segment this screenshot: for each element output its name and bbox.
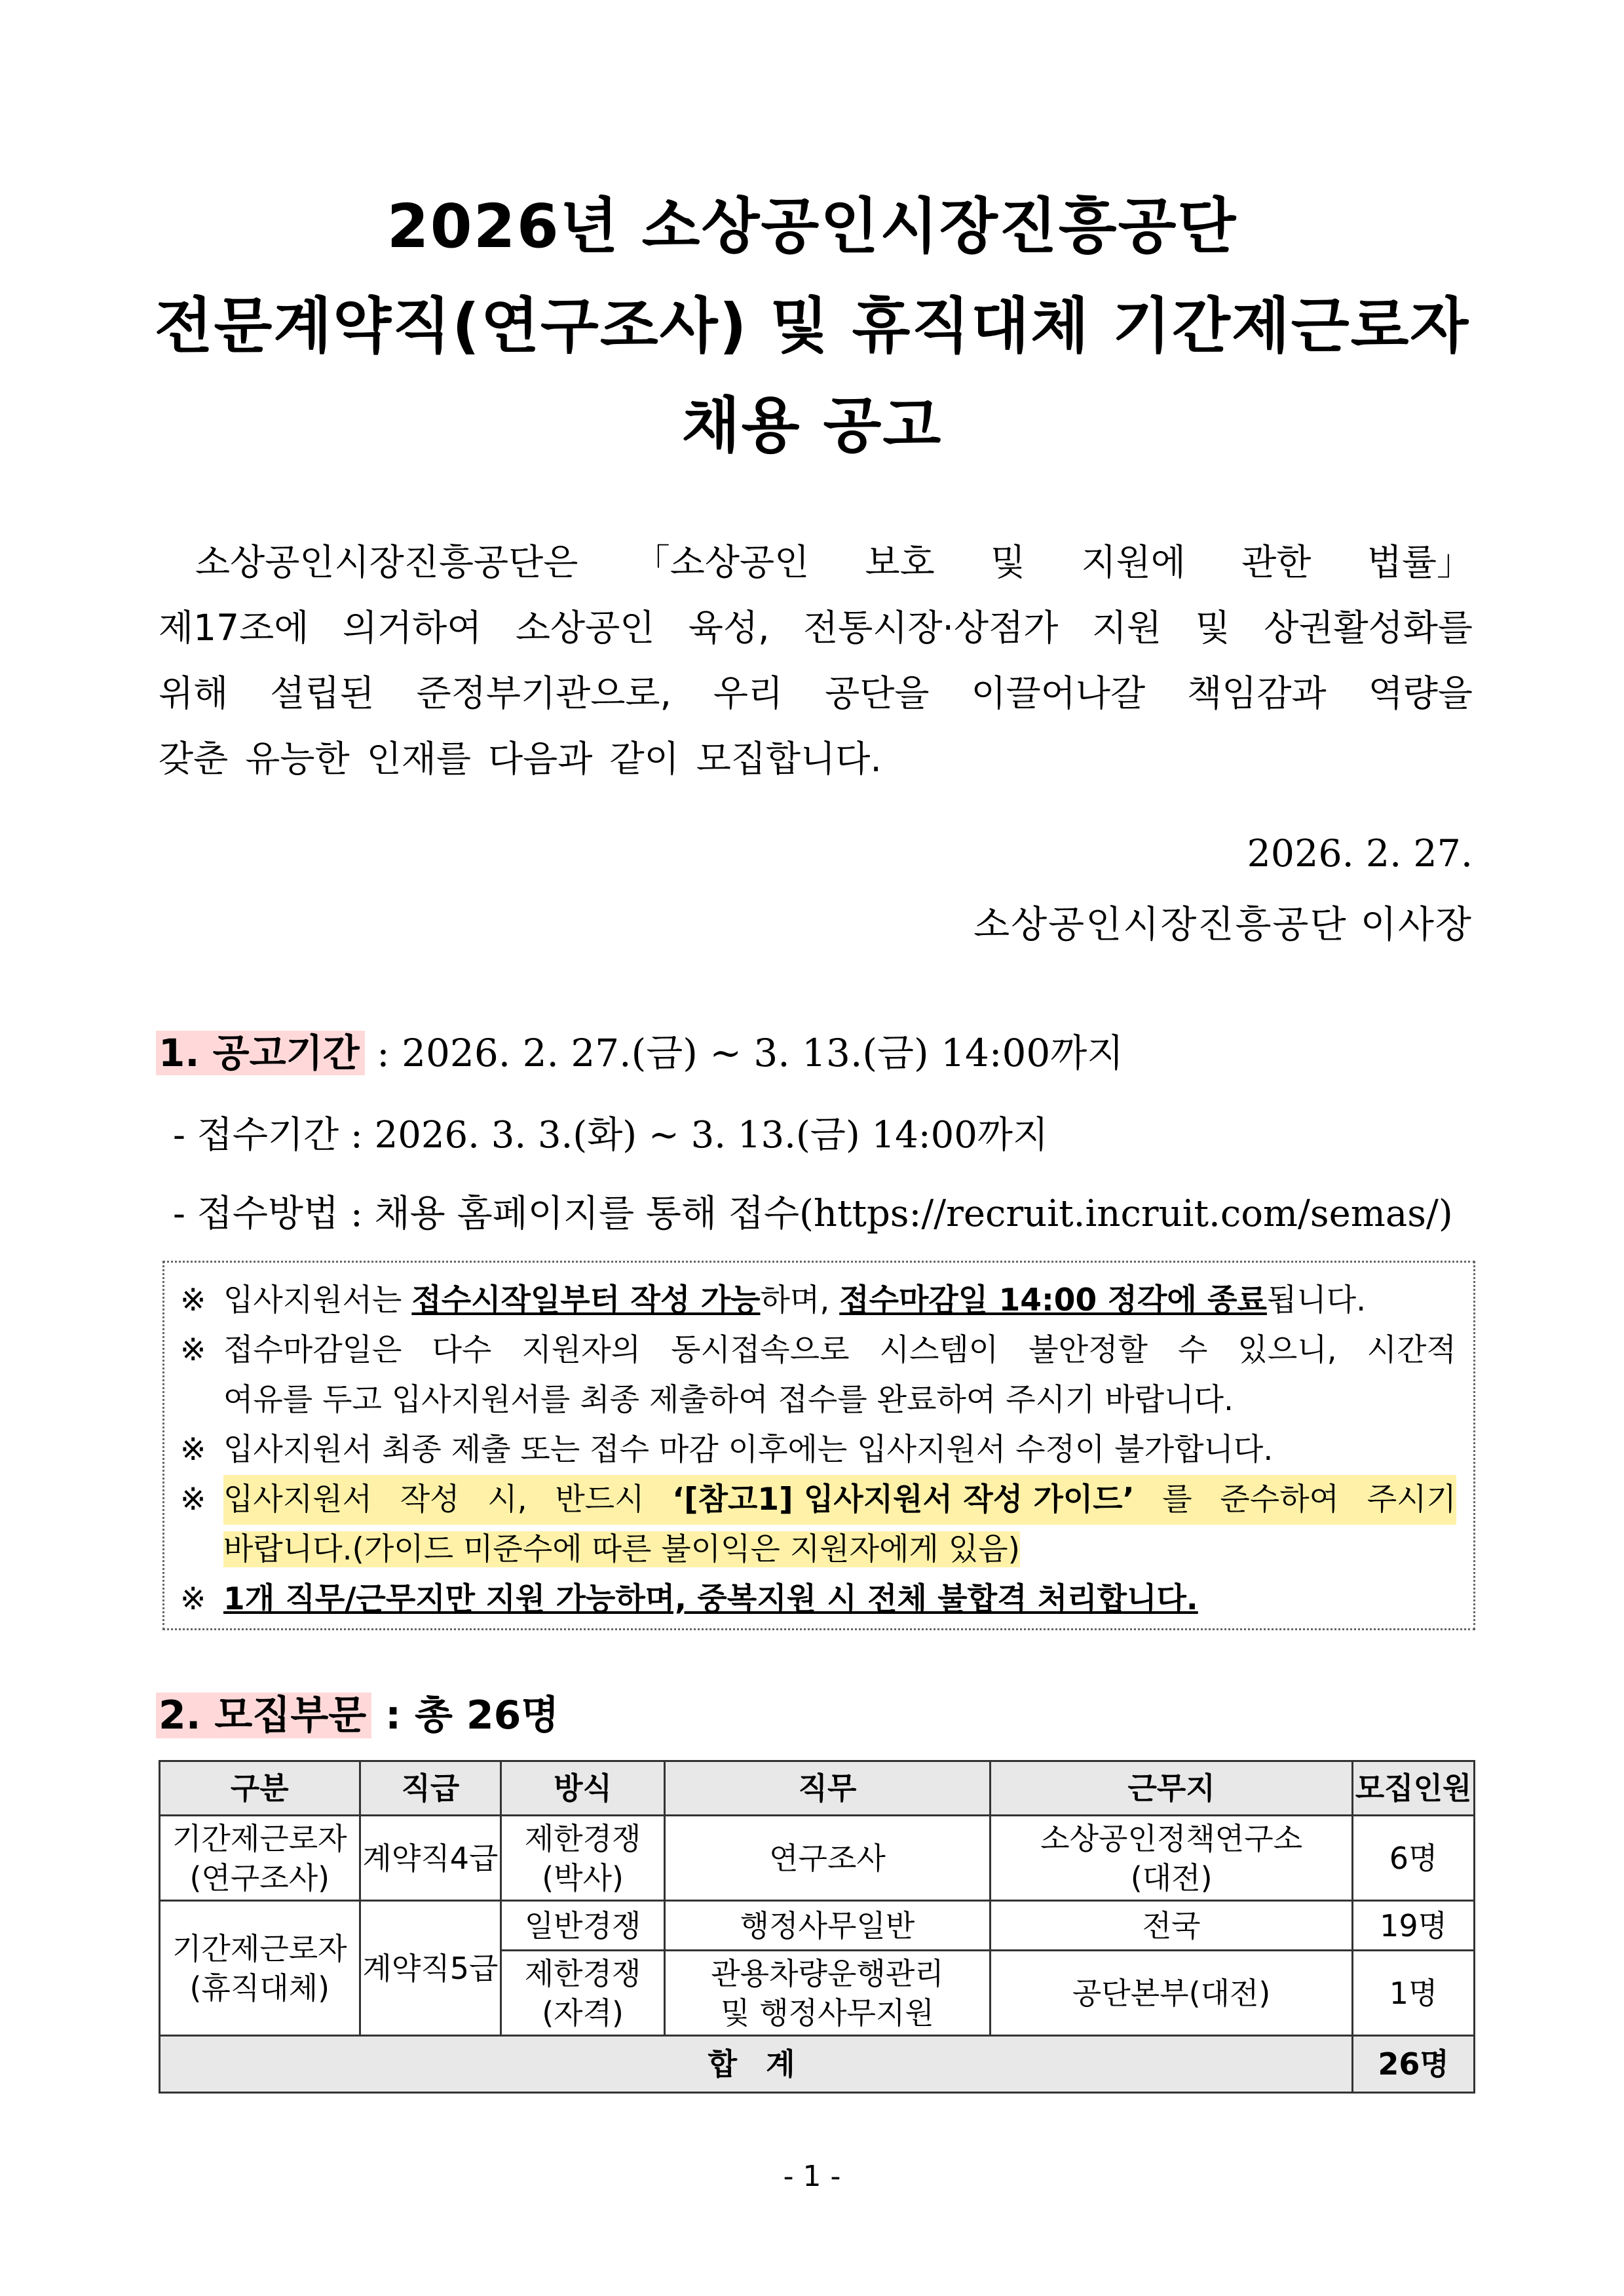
- table-row: [160, 1901, 1475, 1951]
- col-header-rank: 직급: [360, 1761, 501, 1816]
- intro-line-1: 소상공인시장진흥공단은 「소상공인 보호 및 지원에 관한 법률」: [195, 541, 1473, 583]
- notice-box: [162, 1261, 1475, 1630]
- notice-item-3: ※ 입사지원서 최종 제출 또는 접수 마감 이후에는 입사지원서 수정이 불가합니다.: [180, 1432, 1274, 1468]
- section-1-heading: [156, 1022, 1124, 1077]
- intro-line-2: 제17조에 의거하여 소상공인 육성, 전통시장·상점가 지원 및 상권활성화를: [159, 607, 1473, 649]
- notice-item-1: ※ 입사지원서는 접수시작일부터 작성 가능하며, 접수마감일 14:00 정각에 종료됩니다.: [180, 1282, 1367, 1318]
- notice-item-4-cont: 바랍니다.(가이드 미준수에 따른 불이익은 지원자에게 있음): [223, 1531, 1020, 1567]
- page-number: - 1 -: [783, 2160, 841, 2193]
- title-line-2: 전문계약직(연구조사) 및 휴직대체 기간제근로자: [154, 291, 1470, 361]
- col-header-category: 구분: [160, 1761, 360, 1816]
- announcement-date: 2026. 2. 27.: [1247, 832, 1473, 875]
- notice-item-2: ※ 접수마감일은 다수 지원자의 동시접속으로 시스템이 불안정할 수 있으니, 시간적: [180, 1332, 1456, 1368]
- col-header-method: 방식: [501, 1761, 665, 1816]
- notice-item-4: ※ 입사지원서 작성 시, 반드시 ‘[참고1] 입사지원서 작성 가이드’ 를 준수하여 주시기: [180, 1475, 1456, 1525]
- signer: 소상공인시장진흥공단 이사장: [973, 903, 1473, 946]
- receipt-period: - 접수기간 : 2026. 3. 3.(화) ~ 3. 13.(금) 14:00까지: [173, 1114, 1049, 1157]
- cell-method: 제한경쟁 (자격): [501, 1951, 665, 2036]
- intro-line-3: 위해 설립된 준정부기관으로, 우리 공단을 이끌어나갈 책임감과 역량을: [159, 672, 1473, 714]
- table-header-row: [160, 1761, 1475, 1816]
- cell-rank: 계약직4급: [360, 1816, 501, 1901]
- intro-paragraph: [159, 529, 1473, 792]
- total-count: 26명: [1353, 2036, 1475, 2093]
- cell-location: 소상공인정책연구소 (대전): [991, 1816, 1353, 1901]
- section-2-label: 2. 모집부문: [156, 1693, 371, 1738]
- notice-item-5: ※ 1개 직무/근무지만 지원 가능하며, 중복지원 시 전체 불합격 처리합니다.: [180, 1581, 1198, 1617]
- cell-count: 19명: [1353, 1901, 1475, 1951]
- total-label: 합 계: [160, 2036, 1353, 2093]
- cell-duty: 관용차량운행관리 및 행정사무지원: [664, 1951, 990, 2036]
- cell-location: 전국: [991, 1901, 1353, 1951]
- cell-method: 제한경쟁 (박사): [501, 1816, 665, 1901]
- section-2-total: : 총 26명: [371, 1693, 559, 1738]
- col-header-count: 모집인원: [1353, 1761, 1475, 1816]
- col-header-duty: 직무: [664, 1761, 990, 1816]
- section-1-label: 1. 공고기간: [156, 1031, 365, 1075]
- cell-duty: 연구조사: [664, 1816, 990, 1901]
- intro-line-4: 갖춘 유능한 인재를 다음과 같이 모집합니다.: [159, 738, 882, 780]
- title-line-1: 2026년 소상공인시장진흥공단: [387, 191, 1237, 261]
- section-1-period: : 2026. 2. 27.(금) ~ 3. 13.(금) 14:00까지: [364, 1031, 1124, 1075]
- cell-method: 일반경쟁: [501, 1901, 665, 1951]
- receipt-method: - 접수방법 : 채용 홈페이지를 통해 접수(https://recruit.incruit.com/semas/): [173, 1193, 1453, 1235]
- cell-count: 1명: [1353, 1951, 1475, 2036]
- cell-count: 6명: [1353, 1816, 1475, 1901]
- document-title: [0, 177, 1624, 476]
- title-line-3: 채용 공고: [681, 391, 943, 461]
- cell-duty: 행정사무일반: [664, 1901, 990, 1951]
- col-header-location: 근무지: [991, 1761, 1353, 1816]
- table-total-row: [160, 2036, 1475, 2093]
- cell-location: 공단본부(대전): [991, 1951, 1353, 2036]
- cell-rank: 계약직5급: [360, 1901, 501, 2036]
- cell-category: 기간제근로자 (휴직대체): [160, 1901, 360, 2036]
- cell-category: 기간제근로자 (연구조사): [160, 1816, 360, 1901]
- table-row: [160, 1816, 1475, 1901]
- recruitment-table: [159, 1760, 1475, 2094]
- section-2-heading: [156, 1684, 559, 1740]
- notice-item-2-cont: 여유를 두고 입사지원서를 최종 제출하여 접수를 완료하여 주시기 바랍니다.: [223, 1382, 1234, 1418]
